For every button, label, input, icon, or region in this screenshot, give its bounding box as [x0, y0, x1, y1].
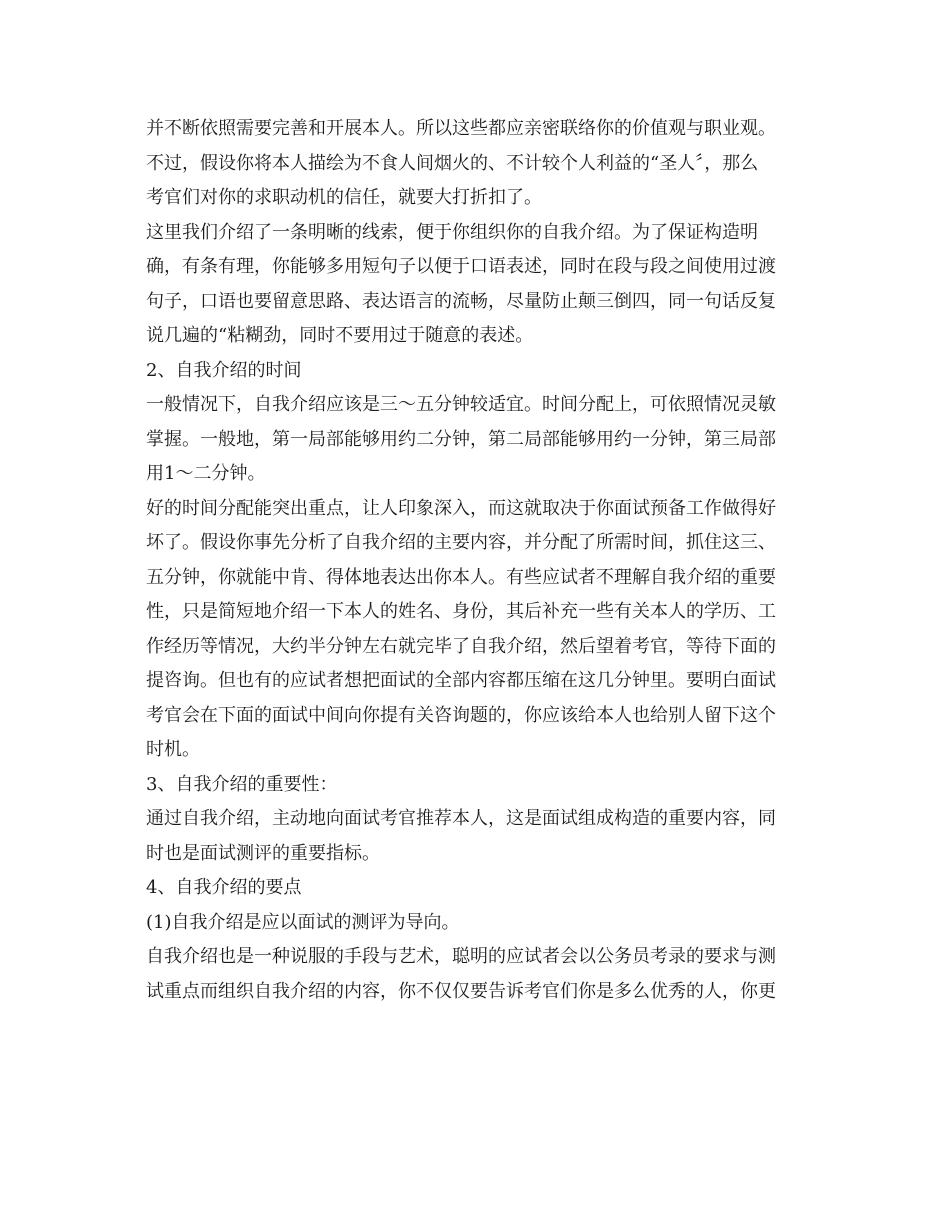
text-line: 句子，口语也要留意思路、表达语言的流畅，尽量防止颠三倒四，同一句话反复: [146, 290, 776, 312]
text-line: 考官们对你的求职动机的信任，就要大打折扣了。: [146, 187, 542, 208]
text-line: 4、自我介绍的要点: [146, 877, 302, 898]
text-line: 考官会在下面的面试中间向你提有关咨询题的，你应该给本人也给别人留下这个: [146, 704, 776, 726]
text-line: 坏了。假设你事先分析了自我介绍的主要内容，并分配了所需时间，抓住这三、: [146, 532, 776, 553]
text-line: 时机。: [146, 739, 200, 760]
text-line: 确，有条有理，你能够多用短句子以便于口语表述，同时在段与段之间使用过渡: [146, 256, 776, 277]
text-line: 提咨询。但也有的应试者想把面试的全部内容都压缩在这几分钟里。要明白面试: [146, 670, 776, 691]
text-line: 掌握。一般地，第一局部能够用约二分钟，第二局部能够用约一分钟，第三局部: [146, 428, 776, 450]
text-line: 作经历等情况，大约半分钟左右就完毕了自我介绍，然后望着考官，等待下面的: [146, 635, 776, 657]
text-line: (1)自我介绍是应以面试的测评为导向。: [146, 911, 460, 933]
text-line: 好的时间分配能突出重点，让人印象深入，而这就取决于你面试预备工作做得好: [146, 497, 776, 519]
text-line: 时也是面试测评的重要指标。: [146, 842, 380, 864]
text-line: 2、自我介绍的时间: [146, 359, 302, 381]
text-line: 试重点而组织自我介绍的内容，你不仅仅要告诉考官们你是多么优秀的人，你更: [146, 980, 776, 1002]
text-line: 性，只是简短地介绍一下本人的姓名、身份，其后补充一些有关本人的学历、工: [146, 601, 776, 622]
text-line: 五分钟，你就能中肯、得体地表达出你本人。有些应试者不理解自我介绍的重要: [146, 566, 776, 588]
text-line: 一般情况下，自我介绍应该是三～五分钟较适宜。时间分配上，可依照情况灵敏: [146, 394, 776, 415]
text-line: 通过自我介绍，主动地向面试考官推荐本人，这是面试组成构造的重要内容，同: [146, 808, 776, 829]
text-line: 这里我们介绍了一条明晰的线索，便于你组织你的自我介绍。为了保证构造明: [146, 221, 758, 243]
text-line: 说几遍的“粘糊劲，同时不要用过于随意的表述。: [146, 325, 534, 346]
text-line: 不过，假设你将本人描绘为不食人间烟火的、不计较个人利益的“圣人〞，那么: [146, 152, 759, 174]
document-body: [146, 112, 816, 1009]
text-line: 并不断依照需要完善和开展本人。所以这些都应亲密联络你的价值观与职业观。: [146, 118, 776, 139]
text-line: 3、自我介绍的重要性：: [146, 773, 338, 795]
text-line: 自我介绍也是一种说服的手段与艺术，聪明的应试者会以公务员考录的要求与测: [146, 946, 776, 967]
text-line: 用1～二分钟。: [146, 463, 266, 484]
